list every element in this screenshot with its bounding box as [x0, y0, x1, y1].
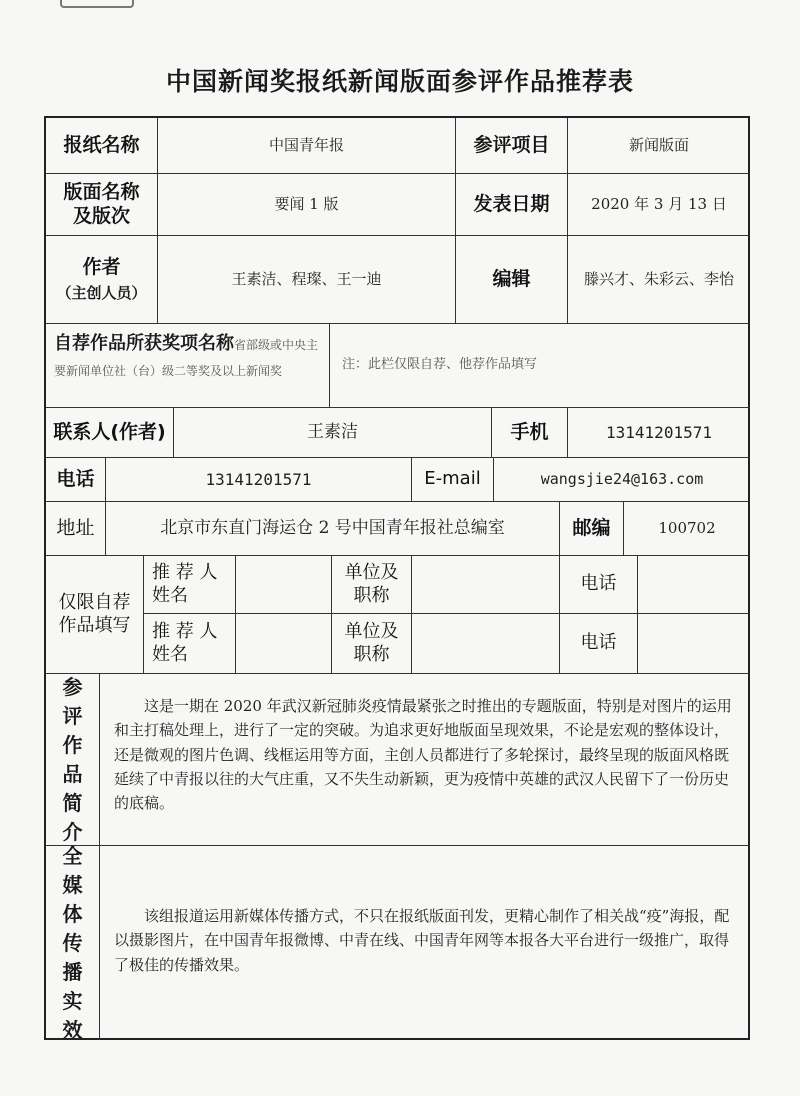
- unit-label-line1: 单位及: [344, 562, 399, 583]
- recommender-label-line2: 姓名: [152, 643, 188, 665]
- postcode-value: 100702: [624, 502, 750, 556]
- unit-title-value-1: [412, 556, 560, 614]
- intro-label-char: 参: [62, 674, 83, 699]
- recommender-name-label-2: [144, 614, 236, 674]
- media-label-char: 效: [62, 1017, 83, 1042]
- rec-phone-label-1: 电话: [560, 556, 638, 614]
- author-label-sub: （主创人员）: [56, 284, 147, 302]
- date-label: 发表日期: [456, 174, 568, 236]
- category-label: 参评项目: [456, 118, 568, 174]
- newspaper-value: 中国青年报: [158, 118, 456, 174]
- intro-label: [46, 674, 100, 846]
- mobile-value: 13141201571: [568, 408, 750, 458]
- page-name-label: [46, 174, 158, 236]
- address-value: 北京市东直门海运仓 2 号中国青年报社总编室: [106, 502, 560, 556]
- rec-phone-value-2: [638, 614, 750, 674]
- intro-label-char: 作: [62, 732, 83, 757]
- media-text: 该组报道运用新媒体传播方式，不只在报纸版面刊发，更精心制作了相关战“疫”海报，配以摄影图片，在中国青年报微博、中青在线、中国青年网等本报各大平台进行一级推广，取得了极佳的传播效果。: [114, 907, 730, 974]
- unit-title-value-2: [412, 614, 560, 674]
- author-label-main: 作者: [82, 256, 121, 279]
- recommender-label-line1: 推 荐 人: [152, 562, 218, 583]
- category-value: 新闻版面: [568, 118, 750, 174]
- staple-mark: [60, 0, 134, 8]
- media-label-char: 实: [62, 988, 83, 1013]
- intro-label-char: 介: [62, 819, 83, 844]
- intro-label-char: 简: [62, 790, 83, 815]
- media-text-cell: [100, 846, 750, 1040]
- media-label-char: 体: [62, 901, 83, 926]
- recommender-label-line1: 推 荐 人: [152, 621, 218, 642]
- phone-value: 13141201571: [106, 458, 412, 502]
- media-label-char: 媒: [62, 872, 83, 897]
- editor-label: 编辑: [456, 236, 568, 324]
- postcode-label: 邮编: [560, 502, 624, 556]
- contact-label: 联系人(作者): [46, 408, 174, 458]
- page-name-label-line1: 版面名称: [63, 180, 140, 203]
- address-label: 地址: [46, 502, 106, 556]
- phone-label: 电话: [46, 458, 106, 502]
- self-recommend-label: [46, 556, 144, 674]
- recommender-name-label-1: [144, 556, 236, 614]
- unit-label-line2: 职称: [353, 643, 390, 665]
- unit-label-line2: 职称: [353, 584, 390, 606]
- intro-text: 这是一期在 2020 年武汉新冠肺炎疫情最紧张之时推出的专题版面，特别是对图片的运用和主打稿处理上，进行了一定的突破。为追求更好地版面呈现效果，不论是宏观的整体设计，还是微观的图片色调、线框运用等方面，主创人员都进行了多轮探讨，最终呈现的版面风格既延续了中青报以往的大气庄重，又不失生动新颖，更为疫情中英雄的武汉人民留下了一份历史的底稿。: [114, 697, 732, 813]
- unit-title-label-1: [332, 556, 412, 614]
- rec-phone-value-1: [638, 556, 750, 614]
- rec-phone-label-2: 电话: [560, 614, 638, 674]
- media-label: [46, 843, 100, 1042]
- unit-label-line1: 单位及: [344, 621, 399, 642]
- author-value: 王素洁、程璨、王一迪: [158, 236, 456, 324]
- self-label-line1: 仅限自荐: [58, 592, 131, 613]
- unit-title-label-2: [332, 614, 412, 674]
- newspaper-label: 报纸名称: [46, 118, 158, 174]
- recommendation-form: [44, 116, 750, 1040]
- media-label-char: 播: [62, 959, 83, 984]
- recommender-name-value-2: [236, 614, 332, 674]
- email-value: wangsjie24@163.com: [494, 458, 750, 502]
- mobile-label: 手机: [492, 408, 568, 458]
- date-value: 2020 年 3 月 13 日: [568, 174, 750, 236]
- author-label: [46, 236, 158, 324]
- editor-value: 滕兴才、朱彩云、李怡: [568, 236, 750, 324]
- email-label: E-mail: [412, 458, 494, 502]
- intro-label-char: 评: [62, 703, 83, 728]
- contact-value: 王素洁: [174, 408, 492, 458]
- page-title: 中国新闻奖报纸新闻版面参评作品推荐表: [165, 67, 634, 96]
- recommender-label-line2: 姓名: [152, 584, 188, 606]
- media-label-char: 全: [62, 843, 83, 868]
- intro-label-char: 品: [62, 761, 83, 786]
- award-note: 省部级或中央主要新闻单位社（台）级二等奖及以上新闻奖: [54, 338, 319, 378]
- page-name-value: 要闻 1 版: [158, 174, 456, 236]
- page-name-label-line2: 及版次: [72, 204, 130, 227]
- recommender-name-value-1: [236, 556, 332, 614]
- intro-text-cell: [100, 674, 750, 846]
- self-label-line2: 作品填写: [58, 614, 131, 636]
- award-hint: 注：此栏仅限自荐、他荐作品填写: [330, 324, 750, 408]
- award-label-cell: [46, 324, 330, 408]
- award-label: 自荐作品所获奖项名称: [54, 333, 234, 354]
- media-label-char: 传: [62, 930, 83, 955]
